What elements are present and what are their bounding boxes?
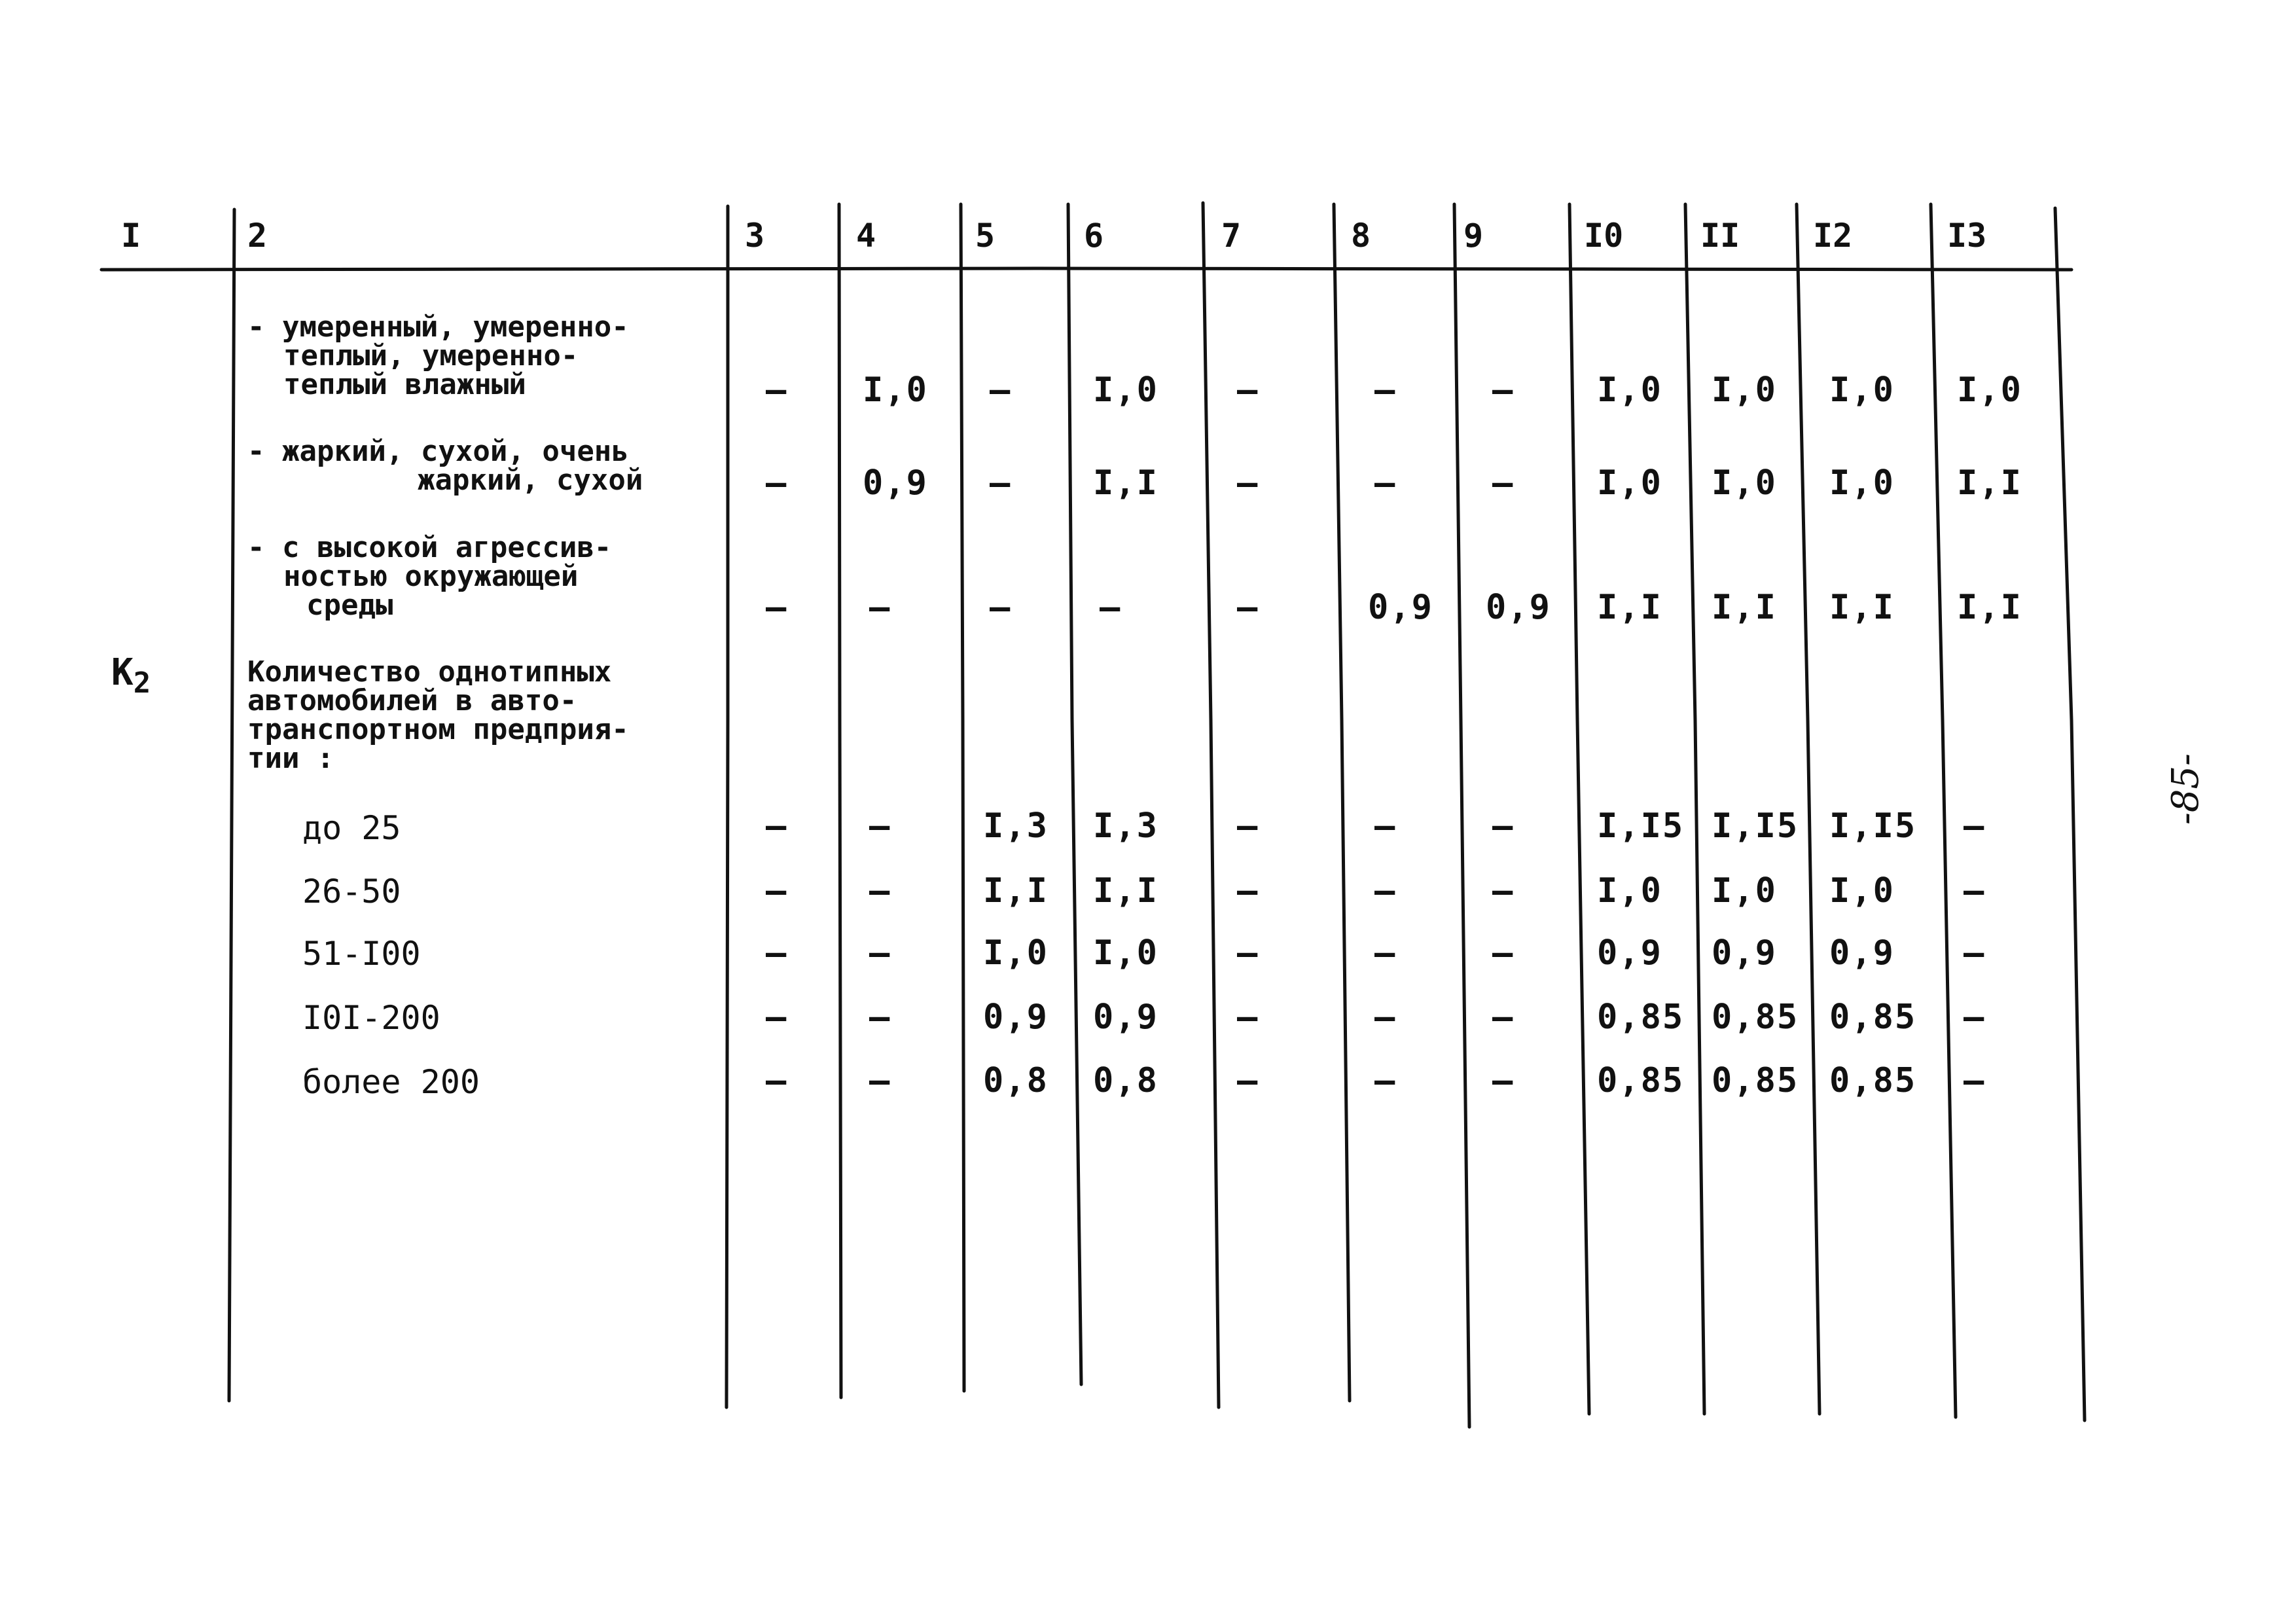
value-cell-r4-c11: I,I5 [1712,806,1799,846]
k2-row-label-1: до 25 [302,809,401,847]
header-rule [101,268,2072,270]
value-cell-r4-c12: I,I5 [1829,806,1917,846]
value-cell-r4-c7: – [1237,806,1258,846]
value-cell-r1-c10: I,0 [1597,370,1662,410]
value-cell-r6-c8: – [1374,933,1395,973]
value-cell-r8-c12: 0,85 [1829,1061,1917,1100]
value-cell-r6-c5: I,0 [983,933,1049,973]
col-header-4: 4 [856,217,876,255]
col-sep-4 [961,204,964,1391]
value-cell-r7-c10: 0,85 [1597,998,1685,1037]
value-cell-r7-c7: – [1237,998,1258,1037]
row-label-aggressive: - с высокой агрессив- ностью окружающей среды [247,531,612,622]
col-header-10: I0 [1584,217,1624,255]
value-cell-r5-c4: – [869,871,890,911]
value-cell-r7-c6: 0,9 [1093,998,1158,1037]
col-sep-13 [2055,208,2085,1420]
value-cell-r4-c4: – [869,806,890,846]
value-cell-r8-c8: – [1374,1061,1395,1100]
value-cell-r5-c6: I,I [1093,871,1158,911]
value-cell-r7-c4: – [869,998,890,1037]
value-cell-r6-c6: I,0 [1093,933,1158,973]
value-cell-r6-c3: – [766,933,787,973]
col-header-12: I2 [1813,217,1853,255]
value-cell-r4-c5: I,3 [983,806,1049,846]
value-cell-r2-c10: I,0 [1597,463,1662,503]
k2-label: Количество однотипных автомобилей в авто- транспортном предприя- тии : [247,655,629,775]
col-sep-5 [1068,204,1081,1384]
value-cell-r3-c5: – [990,588,1011,627]
value-cell-r2-c12: I,0 [1829,463,1895,503]
value-cell-r5-c3: – [766,871,787,911]
value-cell-r3-c6: – [1100,588,1121,627]
value-cell-r7-c11: 0,85 [1712,998,1799,1037]
value-cell-r1-c12: I,0 [1829,370,1895,410]
col-header-2: 2 [247,217,268,255]
col-sep-12 [1931,204,1956,1417]
col-sep-2 [726,206,728,1407]
value-cell-r4-c3: – [766,806,787,846]
value-cell-r1-c11: I,0 [1712,370,1777,410]
k2-row-label-5: более 200 [302,1063,480,1101]
value-cell-r4-c13: – [1964,806,1984,846]
value-cell-r8-c6: 0,8 [1093,1061,1158,1100]
k2-row-label-2: 26-50 [302,873,401,911]
value-cell-r5-c9: – [1492,871,1513,911]
value-cell-r6-c13: – [1964,933,1984,973]
value-cell-r4-c9: – [1492,806,1513,846]
value-cell-r2-c11: I,0 [1712,463,1777,503]
value-cell-r7-c12: 0,85 [1829,998,1917,1037]
value-cell-r8-c9: – [1492,1061,1513,1100]
value-cell-r1-c4: I,0 [863,370,928,410]
value-cell-r2-c13: I,I [1957,463,2022,503]
value-cell-r1-c6: I,0 [1093,370,1158,410]
value-cell-r6-c10: 0,9 [1597,933,1662,973]
value-cell-r2-c9: – [1492,463,1513,503]
value-cell-r6-c7: – [1237,933,1258,973]
col-sep-11 [1797,204,1820,1414]
value-cell-r4-c10: I,I5 [1597,806,1685,846]
value-cell-r8-c5: 0,8 [983,1061,1049,1100]
col-sep-6 [1203,203,1219,1407]
col-header-5: 5 [975,217,996,255]
value-cell-r7-c13: – [1964,998,1984,1037]
value-cell-r1-c3: – [766,370,787,410]
value-cell-r4-c8: – [1374,806,1395,846]
value-cell-r7-c5: 0,9 [983,998,1049,1037]
value-cell-r5-c5: I,I [983,871,1049,911]
k2-row-label-4: I0I-200 [302,999,440,1037]
value-cell-r3-c11: I,I [1712,588,1777,627]
value-cell-r5-c11: I,0 [1712,871,1777,911]
value-cell-r8-c4: – [869,1061,890,1100]
col-sep-9 [1570,204,1589,1414]
value-cell-r2-c7: – [1237,463,1258,503]
k2-symbol: $K_2$ [111,651,151,700]
value-cell-r7-c9: – [1492,998,1513,1037]
value-cell-r5-c8: – [1374,871,1395,911]
value-cell-r1-c13: I,0 [1957,370,2022,410]
page-number: -85- [2164,753,2207,825]
value-cell-r8-c3: – [766,1061,787,1100]
col-header-1: I [121,217,141,255]
value-cell-r8-c10: 0,85 [1597,1061,1685,1100]
value-cell-r1-c8: – [1374,370,1395,410]
value-cell-r7-c3: – [766,998,787,1037]
value-cell-r8-c13: – [1964,1061,1984,1100]
value-cell-r1-c7: – [1237,370,1258,410]
value-cell-r3-c9: 0,9 [1486,588,1551,627]
value-cell-r4-c6: I,3 [1093,806,1158,846]
value-cell-r2-c8: – [1374,463,1395,503]
value-cell-r3-c4: – [869,588,890,627]
col-sep-7 [1334,204,1350,1401]
col-header-3: 3 [745,217,765,255]
row-label-hot-dry: - жаркий, сухой, очень жаркий, сухой [247,435,643,497]
value-cell-r1-c9: – [1492,370,1513,410]
col-header-7: 7 [1221,217,1242,255]
col-header-11: II [1700,217,1740,255]
value-cell-r2-c4: 0,9 [863,463,928,503]
value-cell-r6-c9: – [1492,933,1513,973]
col-header-6: 6 [1084,217,1104,255]
value-cell-r6-c11: 0,9 [1712,933,1777,973]
value-cell-r6-c4: – [869,933,890,973]
col-sep-1 [229,209,234,1401]
value-cell-r2-c3: – [766,463,787,503]
k2-row-label-3: 51-I00 [302,935,421,973]
value-cell-r7-c8: – [1374,998,1395,1037]
value-cell-r6-c12: 0,9 [1829,933,1895,973]
value-cell-r3-c12: I,I [1829,588,1895,627]
value-cell-r5-c7: – [1237,871,1258,911]
col-sep-8 [1454,204,1469,1427]
value-cell-r2-c5: – [990,463,1011,503]
col-sep-10 [1685,204,1704,1414]
row-label-temperate: - умеренный, умеренно- теплый, умеренно- теплый влажный [247,310,629,401]
col-header-9: 9 [1463,217,1484,255]
value-cell-r3-c7: – [1237,588,1258,627]
value-cell-r8-c11: 0,85 [1712,1061,1799,1100]
value-cell-r3-c13: I,I [1957,588,2022,627]
value-cell-r8-c7: – [1237,1061,1258,1100]
value-cell-r5-c10: I,0 [1597,871,1662,911]
value-cell-r5-c12: I,0 [1829,871,1895,911]
col-header-13: I3 [1947,217,1987,255]
value-cell-r5-c13: – [1964,871,1984,911]
value-cell-r3-c3: – [766,588,787,627]
value-cell-r3-c8: 0,9 [1368,588,1433,627]
value-cell-r3-c10: I,I [1597,588,1662,627]
value-cell-r1-c5: – [990,370,1011,410]
col-sep-3 [839,204,841,1398]
value-cell-r2-c6: I,I [1093,463,1158,503]
col-header-8: 8 [1351,217,1371,255]
